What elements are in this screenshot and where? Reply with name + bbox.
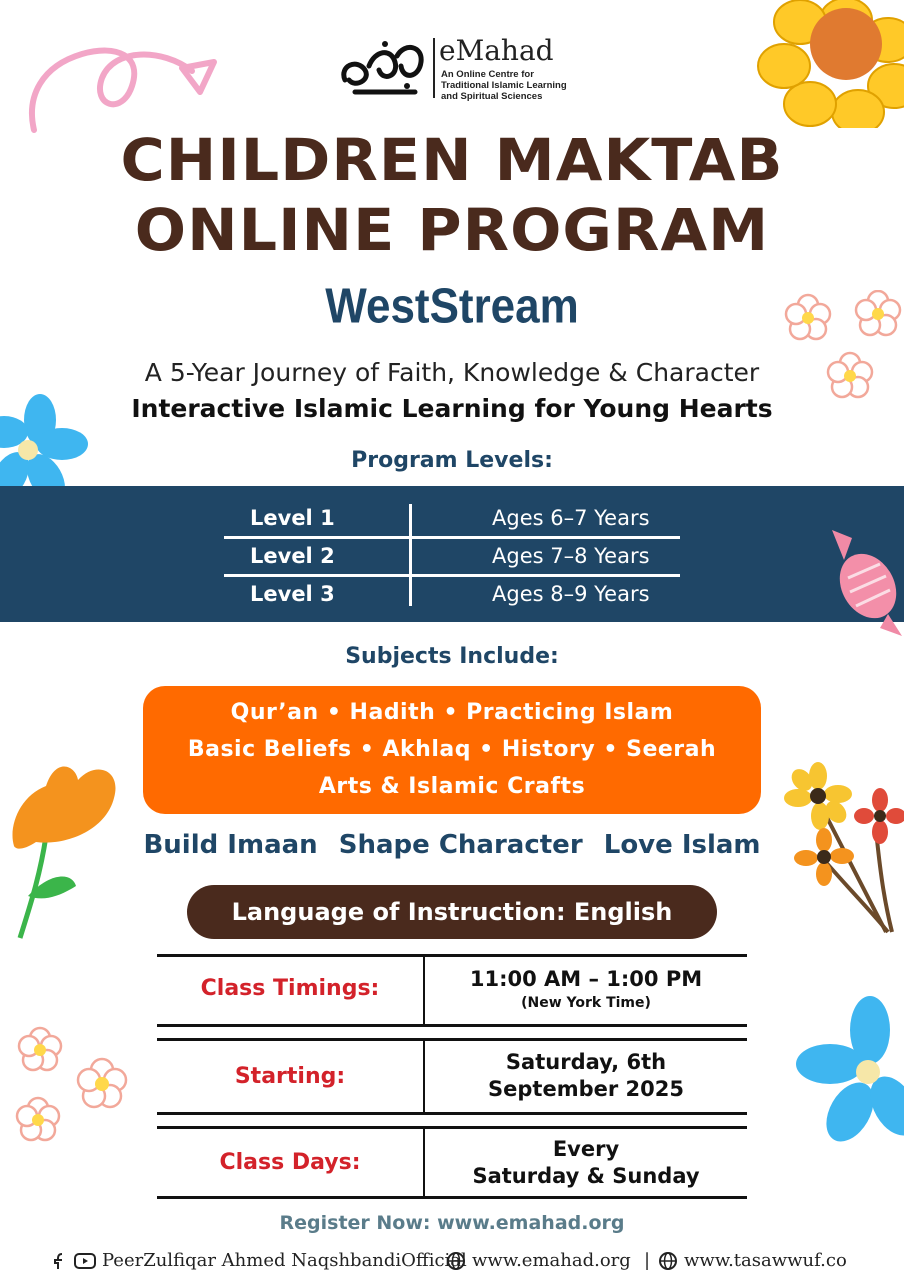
level-name: Level 1 (250, 506, 335, 530)
footer-separator: | (644, 1250, 651, 1271)
arabic-calligraphy-icon (335, 36, 430, 100)
logo-subtitle-2: Traditional Islamic Learning (441, 80, 567, 91)
subjects-line-1: Qur’an • Hadith • Practicing Islam (230, 700, 674, 725)
website-emahad-text: www.emahad.org (472, 1250, 631, 1271)
level-name: Level 3 (250, 582, 335, 606)
motto-item: Build Imaan (143, 830, 318, 860)
table-line (157, 1112, 747, 1115)
social-handle-text: PeerZulfiqar Ahmed NaqshbandiOfficial (102, 1250, 467, 1271)
logo-name: eMahad (439, 34, 554, 67)
small-flower-decoration (780, 290, 904, 410)
subjects-line-3: Arts & Islamic Crafts (318, 774, 586, 799)
table-line (157, 1024, 747, 1027)
emahad-logo (335, 34, 575, 104)
class-timings-time: 11:00 AM – 1:00 PM (469, 967, 703, 991)
title-line-1: CHILDREN MAKTAB (120, 126, 784, 194)
website-tasawwuf-text: www.tasawwuf.co (684, 1250, 847, 1271)
level-name: Level 2 (250, 544, 335, 568)
level-row (224, 576, 680, 614)
table-column-divider (423, 956, 425, 1024)
subjects-heading: Subjects Include: (345, 644, 559, 669)
table-line (157, 1038, 747, 1041)
stream-name: WestStream (325, 279, 579, 334)
motto-item: Shape Character (338, 830, 583, 860)
logo-subtitle-1: An Online Centre for (441, 69, 534, 80)
program-levels-table (0, 486, 904, 622)
class-days-value (425, 1136, 747, 1190)
social-handle[interactable] (52, 1250, 467, 1271)
level-ages: Ages 8–9 Years (492, 582, 650, 606)
level-row (224, 500, 680, 538)
facebook-icon (52, 1252, 68, 1270)
table-column-divider (423, 1128, 425, 1196)
level-row (224, 538, 680, 576)
sub-tagline: Interactive Islamic Learning for Young Hearts (131, 394, 773, 423)
candy-decoration (822, 520, 904, 638)
blue-flower-decoration (790, 994, 904, 1150)
class-timings-value (425, 966, 747, 1013)
globe-icon (446, 1251, 466, 1271)
class-days-line-2: Saturday & Sunday (472, 1164, 700, 1188)
table-column-divider (423, 1040, 425, 1112)
starting-date-line-2: September 2025 (488, 1077, 684, 1101)
title-line-2: ONLINE PROGRAM (134, 196, 770, 264)
level-column-divider (409, 504, 412, 606)
class-days-line-1: Every (552, 1137, 620, 1161)
language-of-instruction: Language of Instruction: English (187, 885, 717, 939)
sunflower-decoration (748, 0, 904, 128)
motto-item: Love Islam (603, 830, 761, 860)
class-timings-label: Class Timings: (200, 976, 380, 1001)
table-line (157, 954, 747, 957)
level-ages: Ages 7–8 Years (492, 544, 650, 568)
starting-value (425, 1049, 747, 1103)
class-timings-timezone: (New York Time) (521, 995, 651, 1011)
motto-row (0, 830, 904, 860)
register-now[interactable]: Register Now: www.emahad.org (279, 1212, 625, 1234)
starting-label: Starting: (234, 1064, 346, 1089)
logo-divider (433, 38, 435, 98)
class-days-label: Class Days: (219, 1150, 361, 1175)
globe-icon (658, 1251, 678, 1271)
pink-squiggle-arrow-decoration (22, 26, 232, 138)
small-flowers-decoration (10, 1022, 140, 1152)
program-levels-heading: Program Levels: (351, 448, 553, 473)
youtube-icon (74, 1253, 96, 1269)
level-ages: Ages 6–7 Years (492, 506, 650, 530)
table-line (157, 1196, 747, 1199)
subjects-box (143, 686, 761, 814)
footer (0, 1246, 904, 1276)
subjects-line-2: Basic Beliefs • Akhlaq • History • Seerah (187, 737, 717, 762)
logo-subtitle-3: and Spiritual Sciences (441, 91, 543, 102)
tagline: A 5-Year Journey of Faith, Knowledge & Character (144, 358, 760, 387)
website-tasawwuf[interactable] (658, 1250, 847, 1271)
starting-date-line-1: Saturday, 6th (505, 1050, 667, 1074)
website-emahad[interactable] (446, 1250, 631, 1271)
table-line (157, 1126, 747, 1129)
